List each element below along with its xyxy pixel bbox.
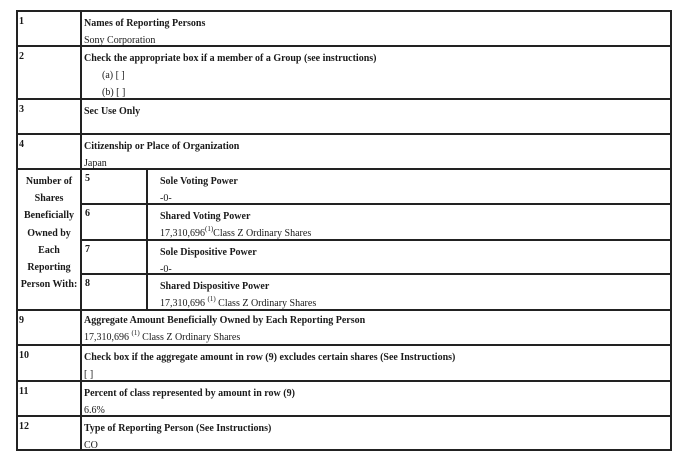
group-checkbox-b[interactable]: (b) [ ] (102, 87, 126, 98)
footnote-marker: (1) (205, 225, 214, 233)
row-6 (82, 205, 670, 241)
row-heading: Percent of class represented by amount in row (9) (84, 388, 295, 399)
label-line: Shares (34, 193, 64, 205)
row-8 (82, 275, 670, 309)
percent-of-class-value: 6.6% (84, 405, 105, 416)
row-number: 5 (82, 170, 148, 203)
footnote-marker: (1) (131, 329, 140, 337)
row-number: 3 (18, 100, 82, 133)
row-heading: Names of Reporting Persons (84, 18, 206, 29)
footnote-marker: (1) (207, 295, 216, 303)
shared-dispositive-value (160, 295, 670, 312)
row-number: 2 (18, 47, 82, 98)
row-heading: Citizenship or Place of Organization (84, 141, 240, 152)
shares-section (18, 170, 670, 311)
share-class: Class Z Ordinary Shares (213, 228, 312, 239)
row-1 (18, 12, 670, 47)
label-line: Owned by (27, 227, 71, 239)
label-line: Each (38, 244, 60, 256)
sole-dispositive-value: -0- (160, 264, 172, 275)
row-number: 10 (18, 346, 82, 380)
share-class: Class Z Ordinary Shares (215, 298, 317, 309)
row-12 (18, 417, 670, 449)
shared-voting-value (160, 225, 670, 242)
row-heading: Check the appropriate box if a member of a Group (see instructions) (84, 53, 377, 64)
row-number: 8 (82, 275, 148, 309)
reporting-person-type-value: CO (84, 440, 98, 451)
row-heading: Shared Dispositive Power (160, 281, 270, 292)
row-9 (18, 311, 670, 346)
row-number: 12 (18, 417, 82, 449)
citizenship-value: Japan (84, 158, 107, 169)
share-amount: 17,310,696 (160, 298, 208, 309)
row-10 (18, 346, 670, 382)
label-line: Beneficially (24, 210, 74, 222)
label-line: Reporting (27, 262, 71, 274)
share-class: Class Z Ordinary Shares (139, 332, 241, 343)
row-5 (82, 170, 670, 205)
reporting-person-name: Sony Corporation (84, 35, 156, 46)
excludes-shares-checkbox[interactable]: [ ] (84, 369, 94, 380)
row-number: 6 (82, 205, 148, 239)
row-heading: Shared Voting Power (160, 211, 251, 222)
row-number: 1 (18, 12, 82, 45)
row-heading: Aggregate Amount Beneficially Owned by Each Reporting Person (84, 315, 366, 326)
row-7 (82, 241, 670, 275)
row-heading: Sec Use Only (84, 106, 141, 117)
row-4 (18, 135, 670, 170)
row-number: 11 (18, 382, 82, 415)
share-amount: 17,310,696 (84, 332, 132, 343)
row-number: 4 (18, 135, 82, 168)
aggregate-amount-value (84, 329, 670, 346)
row-heading: Sole Dispositive Power (160, 247, 257, 258)
sole-voting-value: -0- (160, 193, 172, 204)
row-2 (18, 47, 670, 100)
row-3 (18, 100, 670, 135)
shares-section-label (18, 170, 82, 309)
row-11 (18, 382, 670, 417)
label-line: Person With: (20, 279, 78, 291)
row-heading: Type of Reporting Person (See Instructions) (84, 423, 272, 434)
cover-page-table (16, 10, 672, 451)
row-number: 9 (18, 311, 82, 344)
row-heading: Check box if the aggregate amount in row (9) excludes certain shares (See Instructions) (84, 352, 456, 363)
row-heading: Sole Voting Power (160, 176, 238, 187)
row-number: 7 (82, 241, 148, 273)
group-checkbox-a[interactable]: (a) [ ] (102, 70, 125, 81)
label-line: Number of (25, 176, 73, 187)
share-amount: 17,310,696 (160, 228, 205, 239)
